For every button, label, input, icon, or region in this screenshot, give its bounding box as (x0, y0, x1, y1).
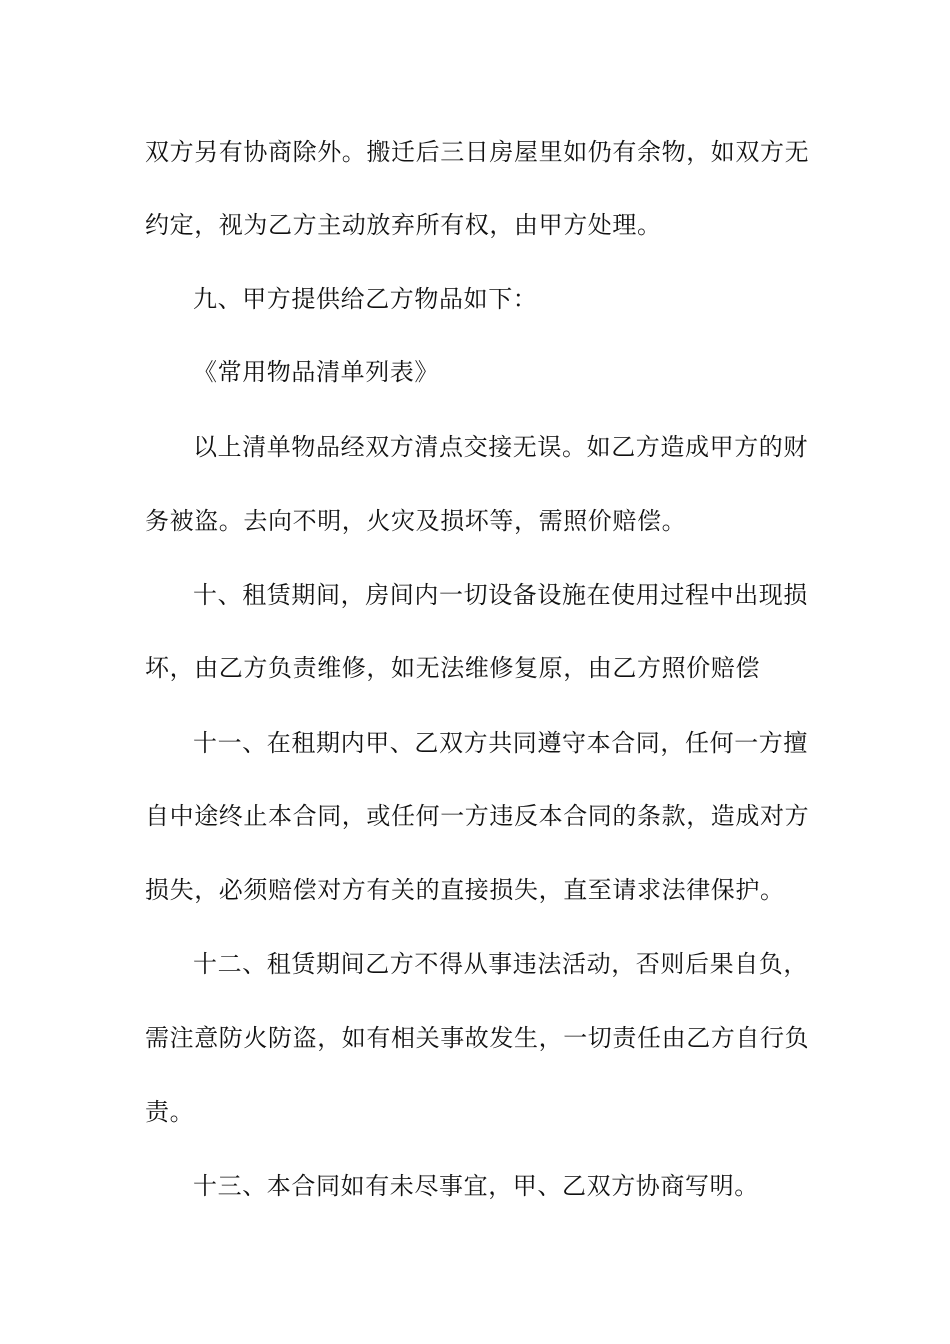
clause-9-heading: 九、甲方提供给乙方物品如下： (193, 285, 538, 313)
clause-11-line: 十一、在租期内甲、乙双方共同遵守本合同，任何一方擅 (193, 729, 808, 757)
item-list-title: 《常用物品清单列表》 (193, 358, 439, 386)
paragraph-line: 需注意防火防盗，如有相关事故发生，一切责任由乙方自行负 (145, 1024, 810, 1052)
paragraph-line: 务被盗。去向不明，火灾及损坏等，需照价赔偿。 (145, 507, 687, 535)
clause-12-line: 十二、租赁期间乙方不得从事违法活动，否则后果自负， (193, 950, 808, 978)
paragraph-line: 坏，由乙方负责维修，如无法维修复原，由乙方照价赔偿 (145, 654, 760, 682)
paragraph-line: 以上清单物品经双方清点交接无误。如乙方造成甲方的财 (193, 433, 808, 461)
clause-10-line: 十、租赁期间，房间内一切设备设施在使用过程中出现损 (193, 581, 808, 609)
paragraph-line: 责。 (145, 1098, 195, 1126)
clause-13-line: 十三、本合同如有未尽事宜，甲、乙双方协商写明。 (193, 1172, 759, 1200)
paragraph-line: 自中途终止本合同，或任何一方违反本合同的条款，造成对方 (145, 802, 810, 830)
paragraph-line: 双方另有协商除外。搬迁后三日房屋里如仍有余物，如双方无 (145, 138, 810, 166)
paragraph-line: 约定，视为乙方主动放弃所有权，由甲方处理。 (145, 211, 662, 239)
paragraph-line: 损失，必须赔偿对方有关的直接损失，直至请求法律保护。 (145, 876, 785, 904)
